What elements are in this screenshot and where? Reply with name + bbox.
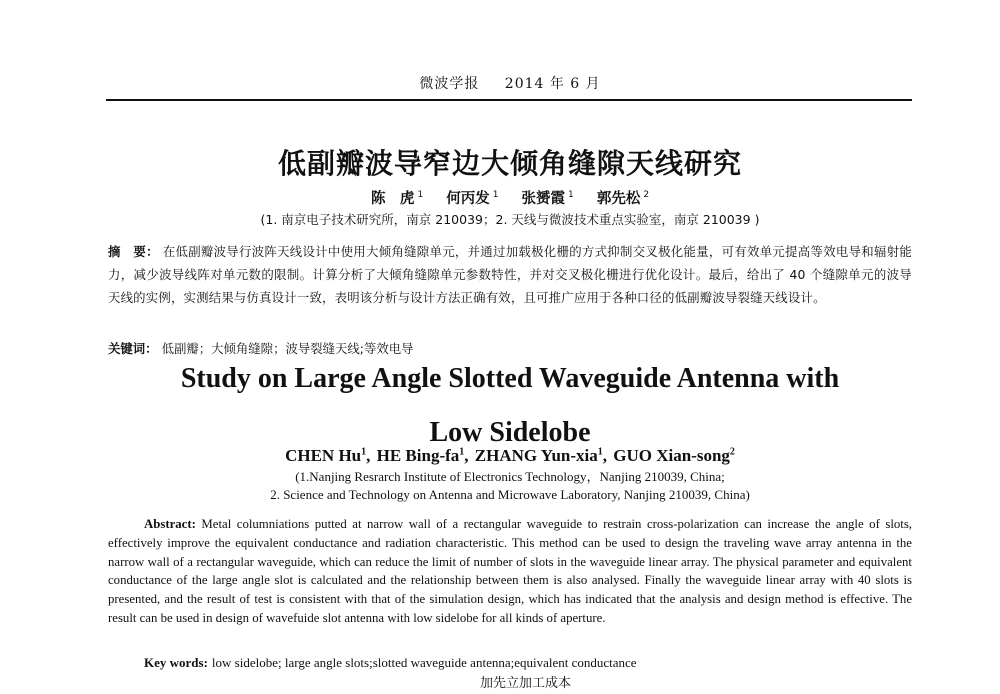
abstract-en-text: Metal columniations putted at narrow wall of a rectangular waveguide to restrain cross-polarization can increase the angle of slots, effectively improve the equivalent conductance and radiation characteristic. This method can be used to design the traveling wave array antenna in the narrow wall of a rectangular waveguide, which can reduce the limit of number of slots in the waveguide linear array. The physical parameter and equivalent conductance of the large angle slot is calculated and the relationship between them is also analysed. Finally the waveguide linear array with 40 slots is presented, and the result of test is consistent with that of the simulation design, which has indicated that the analysis and design method is effective. The result can be used in design of wavefuide slot antenna with low sidelobe for all kinds of aperture. — [108, 517, 913, 625]
keywords-en-text: low sidelobe; large angle slots;slotted waveguide antenna;equivalent conductance — [211, 655, 637, 670]
title-en-line2: Low Sidelobe — [429, 417, 591, 448]
title-english — [108, 356, 912, 456]
authors-chinese — [108, 187, 912, 208]
author-cn: 陈 虎 $^1$ — [370, 190, 424, 207]
keywords-cn-label: 关键词： — [108, 341, 158, 356]
abstract-cn-text: 在低副瓣波导行波阵天线设计中使用大倾角缝隙单元，并通过加载极化栅的方式抑制交叉极化能量，可有效单元提高等效电导和辐射能力，减少波导线阵对单元数的限制。计算分析了大倾角缝隙单元参数特性，并对交叉极化栅进行优化设计。最后，给出了 40 个缝隙单元的波导天线的实例，实测结果与仿真设计一致，表明该分析与设计方法正确有效，且可推广应用于各种口径的低副瓣波导裂缝天线设计。 — [108, 244, 912, 305]
abstract-cn-label: 摘 要： — [108, 244, 159, 259]
author-en: ZHANG Yun-xia$^1$, — [474, 446, 612, 465]
header-rule — [106, 99, 912, 101]
keywords-en-label: Key words: — [144, 655, 208, 670]
affiliation-english — [108, 468, 912, 504]
abstract-chinese — [108, 240, 912, 309]
running-header — [108, 70, 912, 98]
author-cn: 张赟霞 $^1$ — [521, 190, 574, 207]
abstract-en-label: Abstract: — [144, 517, 196, 531]
title-chinese: 低副瓣波导窄边大倾角缝隙天线研究 — [277, 147, 742, 180]
affiliation-chinese: (1. 南京电子技术研究所，南京 210039；2. 天线与微波技术重点实验室，南京 210039 ) — [260, 212, 760, 227]
author-cn: 何丙发 $^1$ — [446, 190, 499, 207]
affiliation-en-line1: (1.Nanjing Resrarch Institute of Electronics Technology，Nanjing 210039, China; — [295, 469, 725, 484]
cut-off-text: 加先立加工成本 — [480, 676, 572, 691]
author-en: GUO Xian-song$^2$ — [613, 446, 735, 465]
title-en-line1: Study on Large Angle Slotted Waveguide Antenna with — [180, 363, 840, 394]
keywords-english — [144, 654, 912, 672]
journal-name: 微波学报 — [419, 76, 480, 92]
issue-date: 2014 年 6 月 — [504, 76, 601, 92]
authors-english — [108, 446, 912, 466]
author-cn: 郭先松 $^2$ — [596, 190, 650, 207]
author-en: CHEN Hu$^1$, — [285, 446, 375, 465]
affiliation-en-line2: 2. Science and Technology on Antenna and Microwave Laboratory, Nanjing 210039, China) — [270, 487, 750, 502]
keywords-cn-text: 低副瓣；大倾角缝隙；波导裂缝天线;等效电导 — [161, 341, 414, 356]
author-en: HE Bing-$fa^1$, — [376, 446, 473, 465]
abstract-english — [108, 515, 912, 628]
